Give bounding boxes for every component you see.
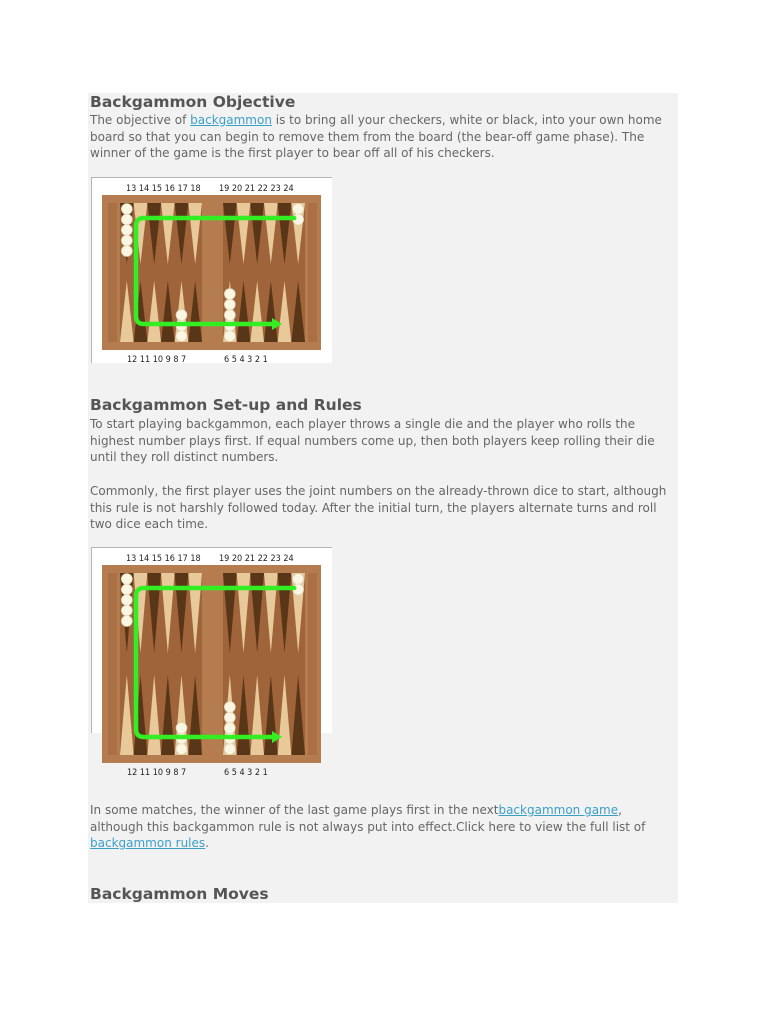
white-checker (121, 214, 132, 225)
white-checker (224, 310, 235, 321)
white-checker (224, 712, 235, 723)
white-checker (293, 574, 304, 585)
white-checker (121, 595, 132, 606)
bottom-left-point-numbers: 12 11 10 9 8 7 (127, 355, 187, 363)
text: , although this backgammon rule is not always put into effect.Click here to view the full list of (90, 803, 646, 834)
bottom-right-point-numbers: 6 5 4 3 2 1 (224, 768, 268, 778)
objective-paragraph (90, 112, 674, 162)
white-checker (224, 723, 235, 734)
white-checker (176, 310, 187, 321)
section-heading-setup: Backgammon Set-up and Rules (90, 396, 362, 414)
text: is to bring all your checkers, white or black, into your own home board so that you can begin to remove them from the board (the bear-off game phase). The winner of the game is the first player to bear off all of his checkers. (90, 113, 662, 161)
top-left-point-numbers: 13 14 15 16 17 18 (126, 184, 201, 194)
white-checker (121, 605, 132, 616)
section-heading-moves: Backgammon Moves (90, 885, 269, 903)
white-checker (224, 299, 235, 310)
bottom-left-point-numbers: 12 11 10 9 8 7 (127, 768, 187, 778)
board-bar (202, 573, 223, 755)
white-checker (121, 616, 132, 627)
board-right-half (223, 203, 305, 342)
section-heading-objective: Backgammon Objective (90, 93, 296, 111)
right-tray (308, 203, 317, 342)
white-checker (293, 204, 304, 215)
text: In some matches, the winner of the last game plays first in the next (90, 803, 499, 817)
white-checker (224, 331, 235, 342)
setup-paragraph-2: Commonly, the first player uses the joint numbers on the already-thrown dice to start, although this rule is not harshly followed today. After the initial turn, the players alternate turns and roll two dice each time. (90, 484, 667, 532)
white-checker (121, 574, 132, 585)
backgammon-board-diagram-2 (91, 547, 332, 778)
white-checker (121, 246, 132, 257)
backgammon-link[interactable]: backgammon (190, 113, 272, 127)
left-tray (108, 203, 117, 342)
matches-paragraph (90, 802, 674, 852)
white-checker (224, 702, 235, 713)
text: . (205, 836, 209, 851)
backgammon-rules-link[interactable]: backgammon rules (90, 836, 206, 851)
white-checker (224, 744, 235, 755)
white-checker (224, 289, 235, 300)
setup-paragraph-1: To start playing backgammon, each player throws a single die and the player who rolls the highest number plays first. If equal numbers come up, then both players keep rolling their die until they roll distinct numbers. (90, 417, 655, 465)
white-checker (121, 225, 132, 236)
left-tray (108, 573, 117, 755)
top-right-point-numbers: 19 20 21 22 23 24 (219, 184, 294, 194)
white-checker (121, 235, 132, 246)
top-left-point-numbers: 13 14 15 16 17 18 (126, 554, 201, 564)
board-bar (202, 203, 223, 342)
backgammon-game-link[interactable]: backgammon game (498, 803, 619, 817)
right-tray (308, 573, 317, 755)
white-checker (176, 331, 187, 342)
white-checker (176, 744, 187, 755)
white-checker (176, 723, 187, 734)
text: The objective of (90, 113, 191, 127)
board-left-half (120, 203, 202, 342)
top-right-point-numbers: 19 20 21 22 23 24 (219, 554, 294, 564)
backgammon-board-diagram-1 (91, 177, 332, 363)
bottom-right-point-numbers: 6 5 4 3 2 1 (224, 355, 268, 363)
white-checker (121, 204, 132, 215)
white-checker (121, 584, 132, 595)
